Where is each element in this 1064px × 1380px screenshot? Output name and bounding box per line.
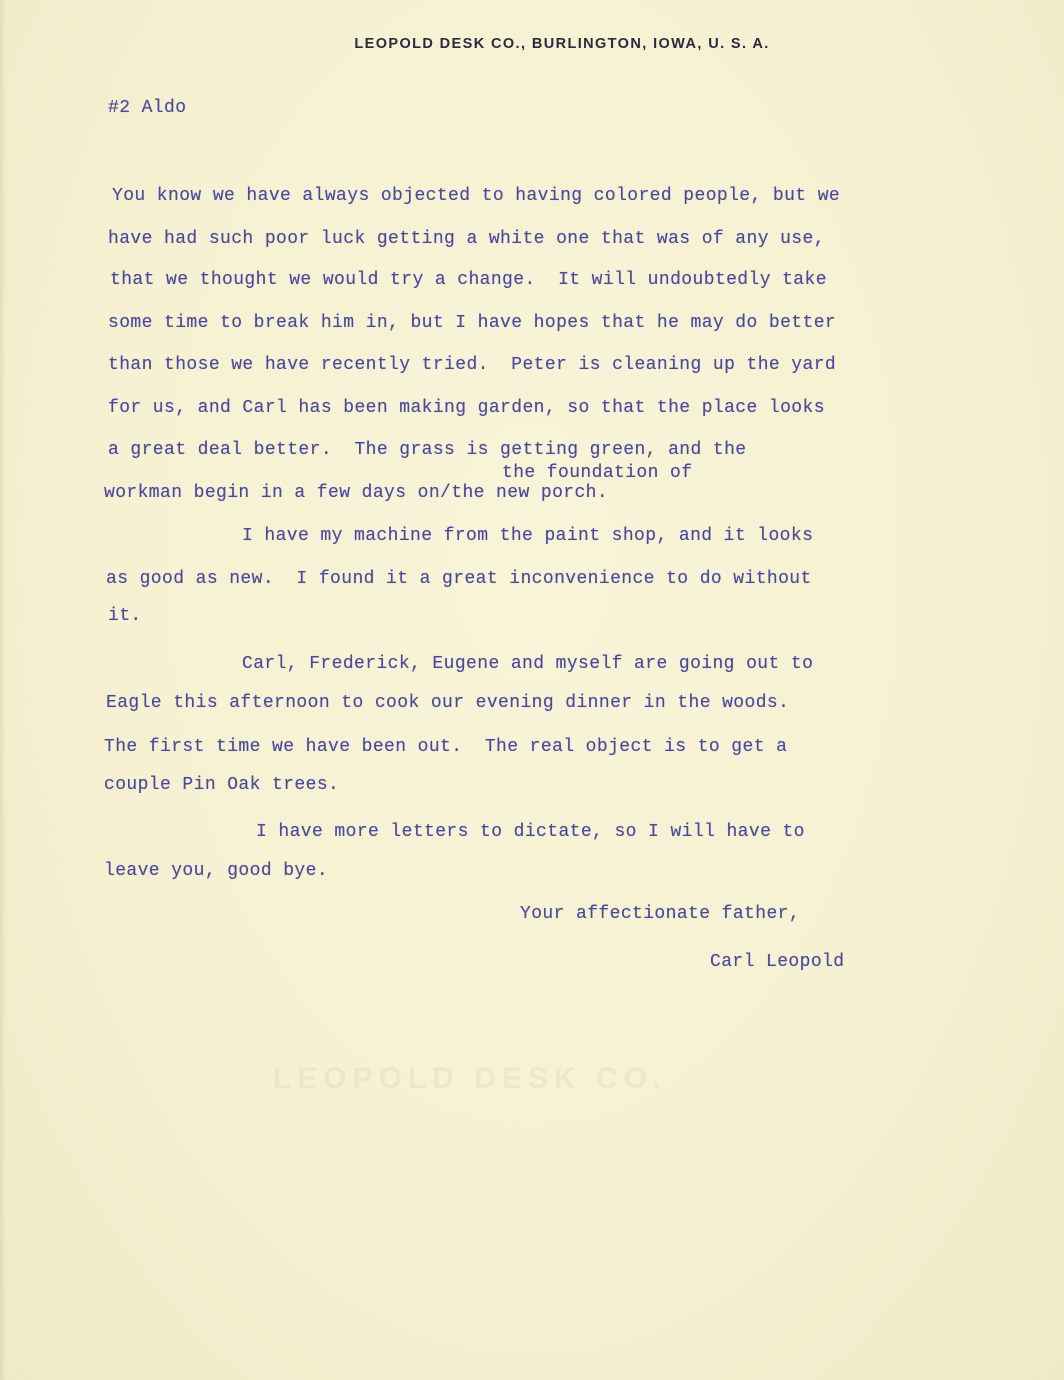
body-line-11: it. (108, 606, 142, 626)
body-line-7: a great deal better. The grass is getting green, and the (108, 440, 747, 460)
body-line-13: Eagle this afternoon to cook our evening dinner in the woods. (106, 693, 790, 713)
signature: Carl Leopold (710, 952, 845, 972)
body-line-5: than those we have recently tried. Peter is cleaning up the yard (108, 355, 837, 375)
paper-edge-shadow (0, 0, 6, 1380)
body-line-6: for us, and Carl has been making garden, so that the place looks (108, 398, 825, 418)
closing: Your affectionate father, (520, 904, 801, 924)
body-line-4: some time to break him in, but I have hopes that he may do better (108, 313, 837, 333)
body-line-17: leave you, good bye. (104, 861, 329, 881)
body-line-12: Carl, Frederick, Eugene and myself are going out to (242, 654, 814, 674)
body-line-9: I have my machine from the paint shop, and it looks (242, 526, 814, 546)
faded-letterhead-watermark: LEOPOLD DESK CO. (272, 1062, 668, 1095)
body-line-10: as good as new. I found it a great inconvenience to do without (106, 569, 812, 589)
inserted-text: the foundation of (502, 463, 693, 483)
body-line-3: that we thought we would try a change. It will undoubtedly take (110, 270, 827, 290)
body-line-14: The first time we have been out. The real object is to get a (104, 737, 788, 757)
letter-heading: #2 Aldo (108, 98, 187, 118)
body-line-2: have had such poor luck getting a white one that was of any use, (108, 229, 825, 249)
body-line-15: couple Pin Oak trees. (104, 775, 340, 795)
letterhead: LEOPOLD DESK CO., BURLINGTON, IOWA, U. S. A. (354, 36, 770, 52)
body-line-8: workman begin in a few days on/the new porch. (104, 483, 609, 503)
body-line-16: I have more letters to dictate, so I will have to (256, 822, 805, 842)
body-line-1: You know we have always objected to having colored people, but we (112, 186, 841, 206)
